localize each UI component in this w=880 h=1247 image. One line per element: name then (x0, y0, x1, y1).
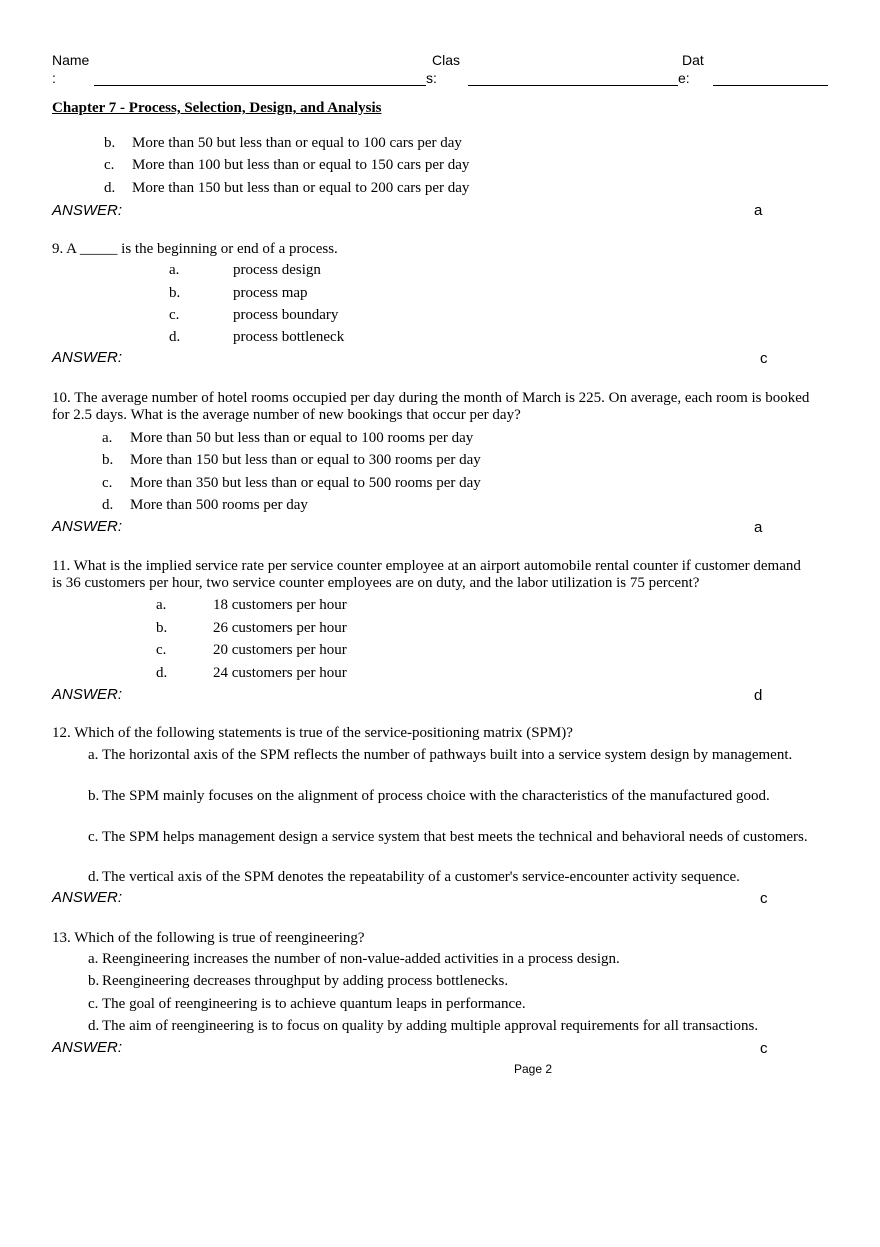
option-text: More than 100 but less than or equal to 150 cars per day (132, 157, 470, 173)
option-text: More than 150 but less than or equal to 300 rooms per day (130, 452, 481, 468)
option-a[interactable] (88, 950, 808, 968)
answer-label: ANSWER: (52, 518, 123, 535)
option-letter: c. (169, 307, 180, 323)
answer-value: a (754, 519, 763, 536)
option-letter: c. (102, 475, 113, 491)
question-text: 13. Which of the following is true of reengineering? (52, 930, 365, 946)
answer-value: c (760, 350, 768, 367)
option-letter: b. (88, 973, 100, 989)
class-field-line[interactable] (468, 85, 678, 86)
option-text: 24 customers per hour (213, 665, 347, 681)
option-letter: a. (88, 951, 99, 967)
option-b[interactable] (88, 787, 808, 805)
option-text: process design (233, 262, 321, 278)
option-text: Reengineering increases the number of non-value-added activities in a process design. (102, 951, 620, 967)
option-text: process boundary (233, 307, 339, 323)
option-text: The SPM mainly focuses on the alignment of process choice with the characteristics of the manufactured good. (102, 788, 770, 804)
option-text: More than 50 but less than or equal to 100 rooms per day (130, 430, 474, 446)
answer-label: ANSWER: (52, 349, 123, 366)
option-d[interactable] (88, 868, 808, 886)
option-letter: d. (102, 497, 114, 513)
option-c[interactable] (88, 995, 808, 1013)
option-text: The horizontal axis of the SPM reflects the number of pathways built into a service system design by management. (102, 747, 793, 763)
option-letter: b. (169, 285, 181, 301)
option-text: 26 customers per hour (213, 620, 347, 636)
option-letter: a. (156, 597, 167, 613)
option-text: process bottleneck (233, 329, 345, 345)
answer-value: c (760, 1040, 768, 1057)
option-text: 18 customers per hour (213, 597, 347, 613)
option-letter: a. (169, 262, 180, 278)
option-text: More than 350 but less than or equal to 500 rooms per day (130, 475, 481, 491)
option-text: Reengineering decreases throughput by adding process bottlenecks. (102, 973, 509, 989)
date-label-top: Dat (682, 52, 704, 68)
question-text: 12. Which of the following statements is true of the service-positioning matrix (SPM)? (52, 725, 573, 741)
option-text: The goal of reengineering is to achieve quantum leaps in performance. (102, 996, 526, 1012)
page-number: Page 2 (513, 1062, 553, 1076)
option-letter: b. (102, 452, 114, 468)
answer-label: ANSWER: (52, 889, 123, 906)
answer-label: ANSWER: (52, 1039, 123, 1056)
answer-label: ANSWER: (52, 686, 123, 703)
option-text: process map (233, 285, 308, 301)
option-letter: b. (88, 788, 100, 804)
date-field-line[interactable] (713, 85, 828, 86)
option-text: The SPM helps management design a service system that best meets the technical and behavioral needs of customers. (102, 829, 808, 845)
date-label-bottom: e: (678, 70, 690, 86)
option-letter: a. (88, 747, 99, 763)
option-text: More than 500 rooms per day (130, 497, 308, 513)
option-b[interactable] (88, 972, 808, 990)
question-text: 9. A _____ is the beginning or end of a process. (52, 241, 338, 257)
option-letter: d. (88, 869, 100, 885)
option-text: More than 50 but less than or equal to 100 cars per day (132, 135, 462, 151)
option-text: The vertical axis of the SPM denotes the repeatability of a customer's service-encounter activity sequence. (102, 869, 740, 885)
option-text: More than 150 but less than or equal to 200 cars per day (132, 180, 470, 196)
option-letter: c. (88, 996, 99, 1012)
name-label-top: Name (52, 52, 90, 68)
option-c[interactable] (88, 828, 808, 846)
option-letter: b. (156, 620, 168, 636)
answer-value: c (760, 890, 768, 907)
option-d[interactable] (88, 1017, 808, 1035)
option-letter: c. (104, 157, 115, 173)
class-label-top: Clas (432, 52, 461, 68)
option-letter: d. (88, 1018, 100, 1034)
option-text: 20 customers per hour (213, 642, 347, 658)
name-label-colon: : (52, 70, 56, 86)
answer-label: ANSWER: (52, 202, 123, 219)
name-field-line[interactable] (94, 85, 426, 86)
answer-value: d (754, 687, 763, 704)
chapter-title: Chapter 7 - Process, Selection, Design, and Analysis (52, 100, 382, 116)
option-letter: b. (104, 135, 116, 151)
option-letter: a. (102, 430, 113, 446)
question-text: 10. The average number of hotel rooms occupied per day during the month of March is 225. On average, each room is booked for 2.5 days. What is the average number of new bookings that occur per day? (52, 390, 810, 423)
question-text: 11. What is the implied service rate per service counter employee at an airport automobile rental counter if customer demand is 36 customers per hour, two service counter employees are on duty, and the labor utilization is 75 percent? (52, 558, 801, 591)
option-letter: d. (169, 329, 181, 345)
option-letter: c. (156, 642, 167, 658)
option-a[interactable] (88, 746, 808, 764)
option-text: The aim of reengineering is to focus on quality by adding multiple approval requirements for all transactions. (102, 1018, 759, 1034)
option-letter: c. (88, 829, 99, 845)
option-letter: d. (104, 180, 116, 196)
option-letter: d. (156, 665, 168, 681)
answer-value: a (754, 202, 763, 219)
class-label-bottom: s: (426, 70, 437, 86)
